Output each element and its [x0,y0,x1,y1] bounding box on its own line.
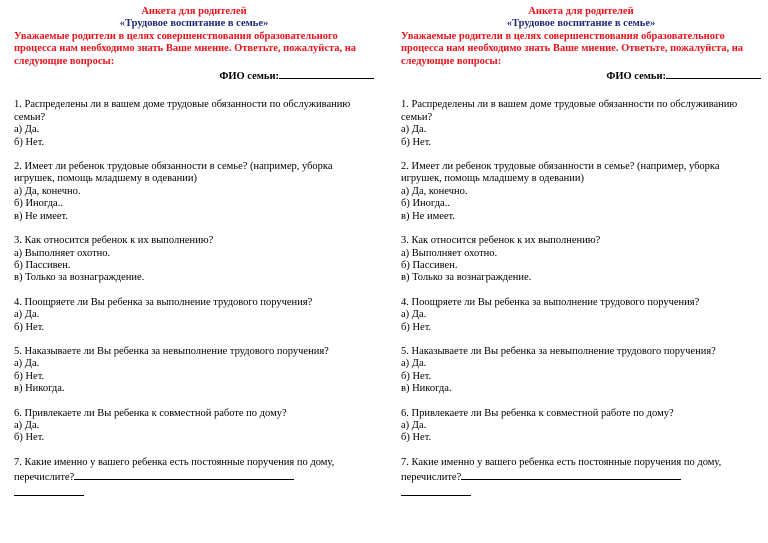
question-text: 1. Распределены ли в вашем доме трудовые обязанности по обслуживанию семьи? [401,99,738,123]
question-2 [401,161,761,223]
question-text: 4. Поощряете ли Вы ребенка за выполнение трудового поручения? [401,296,700,308]
question-7 [14,457,374,496]
answer-option[interactable]: б) Нет. [401,136,432,148]
questionnaire-left [14,6,374,496]
question-text: 3. Как относится ребенок к их выполнению? [14,235,214,247]
answer-option[interactable]: в) Не имеет. [14,210,68,222]
answer-option[interactable]: а) Да. [14,309,40,321]
question-3 [401,235,761,285]
answer-option[interactable]: б) Нет. [14,370,45,382]
fio-blank[interactable] [666,68,761,79]
question-3 [14,235,374,285]
answer-option[interactable]: б) Нет. [401,432,432,444]
answer-option[interactable]: б) Пассивен. [14,259,71,271]
answer-option[interactable]: в) Не имеет. [401,210,455,222]
answer-option[interactable]: в) Только за вознаграждение. [401,272,532,284]
intro-text: Уважаемые родители в целях совершенствования образовательного процесса нам необходимо знать Ваше мнение. Ответьте, пожалуйста, на следующие вопросы: [14,30,357,67]
answer-option[interactable]: а) Да, конечно. [401,185,468,197]
question-6 [401,408,761,445]
fio-label: ФИО семьи: [606,71,666,83]
question-text: 2. Имеет ли ребенок трудовые обязанности в семье? (например, уборка игрушек, помощь младшему в одевании) [14,161,333,185]
answer-option[interactable]: а) Да. [401,419,427,431]
question-text: 5. Наказываете ли Вы ребенка за невыполнение трудового поручения? [14,345,329,357]
answer-option[interactable]: а) Да. [401,358,427,370]
answer-option[interactable]: а) Да. [401,124,427,136]
question-text: 6. Привлекаете ли Вы ребенка к совместной работе по дому? [401,407,674,419]
answer-option[interactable]: а) Да. [14,358,40,370]
answer-blank-line[interactable] [461,469,681,480]
question-7-text: 7. Какие именно у вашего ребенка есть постоянные поручения по дому, перечислите? [401,456,722,484]
answer-option[interactable]: в) Никогда. [14,383,65,395]
intro-text: Уважаемые родители в целях совершенствования образовательного процесса нам необходимо знать Ваше мнение. Ответьте, пожалуйста, на следующие вопросы: [401,30,744,67]
question-text: 2. Имеет ли ребенок трудовые обязанности в семье? (например, уборка игрушек, помощь младшему в одевании) [401,161,720,185]
question-7-text: 7. Какие именно у вашего ребенка есть постоянные поручения по дому, перечислите? [14,456,335,484]
answer-option[interactable]: б) Пассивен. [401,259,458,271]
question-text: 1. Распределены ли в вашем доме трудовые обязанности по обслуживанию семьи? [14,99,351,123]
header-title: Анкета для родителей [141,6,247,17]
answer-option[interactable]: а) Да, конечно. [14,185,81,197]
answer-option[interactable]: а) Да. [14,124,40,136]
question-text: 5. Наказываете ли Вы ребенка за невыполнение трудового поручения? [401,345,716,357]
question-text [401,457,761,485]
answer-option[interactable]: б) Нет. [14,321,45,333]
answer-option[interactable]: в) Никогда. [401,383,452,395]
header-subtitle: «Трудовое воспитание в семье» [506,18,656,30]
answer-option[interactable]: б) Иногда.. [14,198,63,210]
answer-option[interactable]: а) Да. [401,309,427,321]
fio-field [14,68,374,83]
answer-blank-line[interactable] [74,469,294,480]
question-text: 6. Привлекаете ли Вы ребенка к совместной работе по дому? [14,407,287,419]
answer-option[interactable]: б) Нет. [14,432,45,444]
answer-option[interactable]: б) Иногда.. [401,198,450,210]
answer-option[interactable]: б) Нет. [401,370,432,382]
answer-option[interactable]: а) Выполняет охотно. [14,247,111,259]
question-1 [401,99,761,149]
answer-option[interactable]: в) Только за вознаграждение. [14,272,145,284]
question-6 [14,408,374,445]
question-4 [401,297,761,334]
questionnaire-right [401,6,761,496]
fio-blank[interactable] [279,68,374,79]
fio-label: ФИО семьи: [219,71,279,83]
answer-option[interactable]: а) Да. [14,419,40,431]
answer-option[interactable]: б) Нет. [401,321,432,333]
question-5 [401,346,761,396]
header-title: Анкета для родителей [528,6,634,17]
question-1 [14,99,374,149]
question-text: 3. Как относится ребенок к их выполнению? [401,235,601,247]
answer-blank-line-2[interactable] [401,485,471,496]
answer-option[interactable]: б) Нет. [14,136,45,148]
answer-blank-line-2[interactable] [14,485,84,496]
question-2 [14,161,374,223]
question-text: 4. Поощряете ли Вы ребенка за выполнение трудового поручения? [14,296,313,308]
answer-option[interactable]: а) Выполняет охотно. [401,247,498,259]
header-subtitle: «Трудовое воспитание в семье» [119,18,269,30]
question-5 [14,346,374,396]
question-4 [14,297,374,334]
question-7 [401,457,761,496]
fio-field [401,68,761,83]
question-text [14,457,374,485]
